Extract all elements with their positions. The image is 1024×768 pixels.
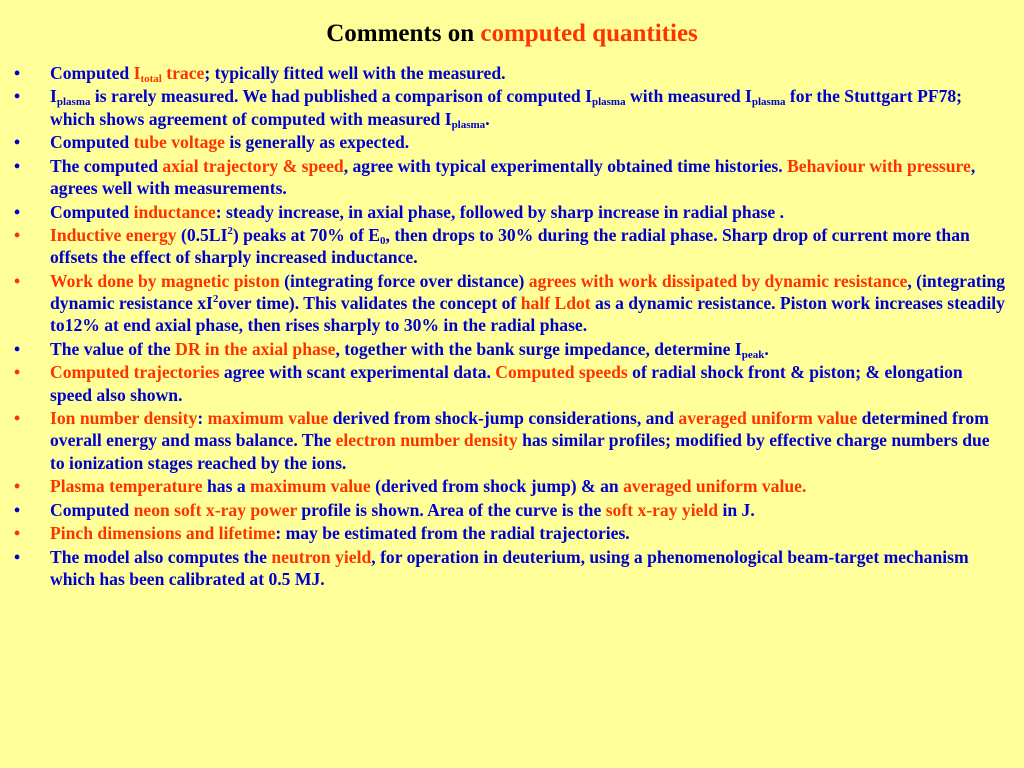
- list-item: [8, 475, 1008, 497]
- item-text: in J.: [718, 499, 755, 520]
- item-text: , for operation in deuterium, using a phenomenological beam-target mechanism which has been calibrated at 0.5 MJ.: [50, 546, 969, 589]
- item-text: ) peaks at 70% of E: [232, 225, 381, 246]
- highlighted-term: maximum value: [207, 408, 329, 429]
- bullet-dot: •: [14, 270, 21, 291]
- bullet-dot: •: [14, 546, 21, 567]
- item-text: for the Stuttgart PF78; which shows agreement of computed with measured I: [50, 86, 963, 129]
- item-text: ; typically fitted well with the measured.: [204, 63, 506, 83]
- item-text: with measured I: [625, 86, 752, 107]
- highlighted-term: neutron yield: [271, 546, 372, 567]
- bullet-dot: •: [14, 523, 21, 544]
- title-text: Comments on: [326, 20, 481, 47]
- item-text: :: [197, 408, 208, 429]
- bullet-dot: •: [14, 408, 21, 429]
- item-text: has a: [202, 476, 251, 497]
- item-text: : steady increase, in axial phase, followed by sharp increase in radial phase .: [215, 201, 784, 222]
- item-text: , agree with typical experimentally obtained time histories.: [343, 155, 788, 176]
- list-item: [8, 546, 1008, 591]
- highlighted-term: averaged uniform value.: [623, 476, 807, 497]
- bullet-dot: •: [14, 362, 21, 383]
- item-text: plasma: [56, 96, 91, 109]
- list-item: [8, 407, 1008, 474]
- item-text: has similar profiles; modified by effective charge numbers due to ionization stages reached by the ions.: [50, 430, 990, 473]
- item-text: , then drops to 30% during the radial phase. Sharp drop of current more than offsets the effect of sharply increased inductance.: [50, 225, 970, 268]
- bullet-dot: •: [14, 225, 21, 246]
- item-text: The value of the: [50, 338, 176, 359]
- item-text: determined from overall energy and mass balance. The: [50, 408, 989, 451]
- list-item: [8, 224, 1008, 269]
- item-text: .: [764, 338, 769, 359]
- comment-list: [8, 62, 1008, 591]
- highlighted-term: Ion number density: [50, 408, 198, 429]
- item-text: The computed: [50, 155, 163, 176]
- item-text: : may be estimated from the radial trajectories.: [275, 523, 630, 544]
- bullet-dot: •: [14, 63, 21, 83]
- bullet-dot: •: [14, 338, 21, 359]
- item-text: agree with scant experimental data.: [219, 362, 496, 383]
- list-item: [8, 85, 1008, 130]
- highlighted-term: inductance: [133, 201, 216, 222]
- item-text: Computed: [50, 63, 134, 83]
- item-text: over time). This validates the concept of: [218, 293, 521, 314]
- bullet-dot: •: [14, 86, 21, 107]
- list-item: [8, 522, 1008, 544]
- item-text: .: [485, 108, 490, 129]
- list-item: [8, 499, 1008, 521]
- item-text: , agrees well with measurements.: [50, 155, 976, 199]
- bullet-dot: •: [14, 155, 21, 176]
- item-text: peak: [741, 348, 765, 361]
- item-text: profile is shown. Area of the curve is the: [296, 499, 606, 520]
- highlighted-term: DR in the axial phase: [175, 338, 336, 359]
- bullet-dot: •: [14, 476, 21, 497]
- list-item: [8, 155, 1008, 200]
- item-text: Computed: [50, 201, 134, 222]
- bullet-dot: •: [14, 132, 21, 153]
- item-text: is generally as expected.: [224, 132, 410, 153]
- item-text: 2: [227, 225, 233, 238]
- item-text: (derived from shock jump) & an: [370, 476, 624, 497]
- item-text: The model also computes the: [50, 546, 272, 567]
- highlighted-term: soft x-ray yield: [605, 499, 719, 520]
- item-text: Computed: [50, 132, 134, 153]
- list-item: [8, 361, 1008, 406]
- item-text: plasma: [751, 96, 786, 109]
- highlighted-term: Work done by magnetic piston: [50, 270, 280, 291]
- list-item: [8, 338, 1008, 360]
- highlighted-term: Pinch dimensions and lifetime: [50, 523, 276, 544]
- item-text: plasma: [591, 96, 626, 109]
- list-item: [8, 270, 1008, 337]
- list-item: [8, 131, 1008, 153]
- highlighted-term: total: [140, 73, 162, 85]
- highlighted-term: I: [133, 63, 141, 83]
- item-text: Computed: [50, 499, 134, 520]
- highlighted-term: Inductive energy: [50, 225, 177, 246]
- list-item: [8, 62, 1008, 84]
- item-text: , together with the bank surge impedance, determine I: [335, 338, 742, 359]
- slide-title: [0, 20, 1024, 48]
- highlighted-term: trace: [161, 63, 205, 83]
- list-item: [8, 201, 1008, 223]
- item-text: I: [50, 86, 57, 107]
- highlighted-term: half Ldot: [520, 293, 591, 314]
- item-text: (integrating force over distance): [279, 270, 529, 291]
- item-text: plasma: [451, 118, 486, 131]
- bullet-dot: •: [14, 499, 21, 520]
- highlighted-term: Plasma temperature: [50, 476, 203, 497]
- highlighted-term: tube voltage: [133, 132, 225, 153]
- highlighted-term: Computed speeds: [495, 362, 628, 383]
- highlighted-term: axial trajectory & speed: [162, 155, 344, 176]
- bullet-dot: •: [14, 201, 21, 222]
- highlighted-term: Computed trajectories: [50, 362, 220, 383]
- item-text: of radial shock front & piston; & elongation speed also shown.: [50, 362, 963, 405]
- item-text: is rarely measured. We had published a comparison of computed I: [90, 86, 592, 107]
- item-text: derived from shock-jump considerations, and: [328, 408, 679, 429]
- highlighted-term: agrees with work dissipated by dynamic resistance: [528, 270, 908, 291]
- item-text: , (integrating dynamic resistance xI: [50, 270, 1006, 314]
- title-highlight: computed quantities: [480, 20, 698, 47]
- highlighted-term: electron number density: [335, 430, 518, 451]
- highlighted-term: maximum value: [250, 476, 371, 497]
- item-text: as a dynamic resistance. Piston work increases steadily to12% at end axial phase, then rises sharply to 30% in the radial phase.: [50, 293, 1005, 336]
- highlighted-term: averaged uniform value: [678, 408, 858, 429]
- highlighted-term: Behaviour with pressure: [787, 155, 971, 176]
- item-text: (0.5LI: [176, 225, 228, 246]
- item-text: 2: [212, 293, 219, 306]
- highlighted-term: neon soft x-ray power: [133, 499, 297, 520]
- item-text: 0: [380, 235, 386, 248]
